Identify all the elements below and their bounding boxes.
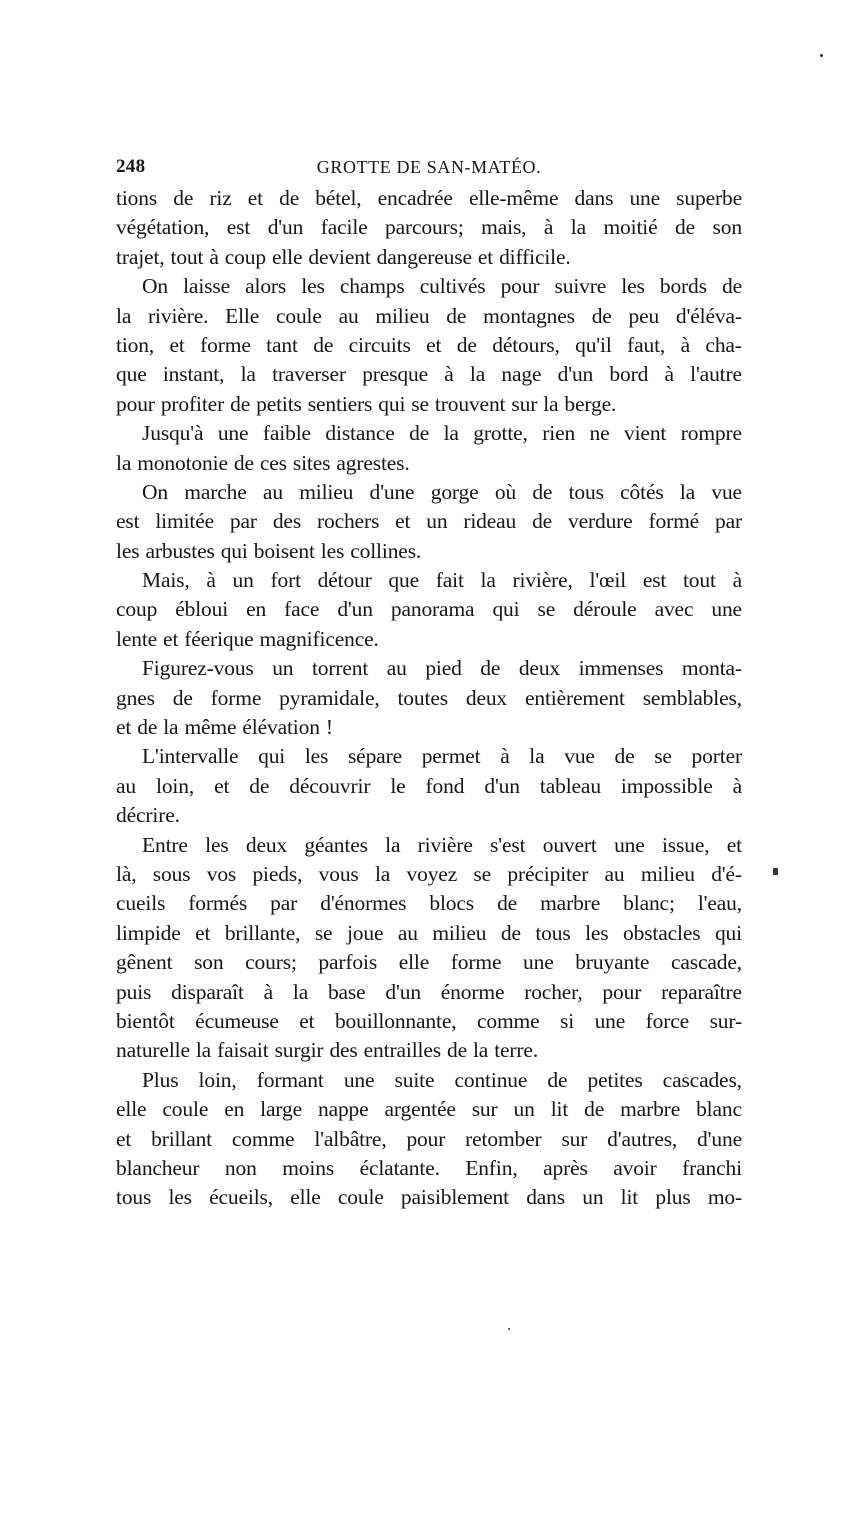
text-line: bientôt écumeuse et bouillonnante, comme si une force sur- bbox=[116, 1008, 742, 1033]
text-line: décrire. bbox=[116, 803, 180, 828]
text-line: Figurez-vous un torrent au pied de deux immenses monta- bbox=[142, 656, 742, 681]
text-line: la rivière. Elle coule au milieu de montagnes de peu d'éléva- bbox=[116, 303, 742, 328]
paragraph bbox=[116, 1066, 742, 1213]
text-line: lente et féerique magnificence. bbox=[116, 626, 379, 651]
text-line: la monotonie de ces sites agrestes. bbox=[116, 450, 410, 475]
text-line: puis disparaît à la base d'un énorme rocher, pour reparaître bbox=[116, 979, 742, 1004]
paragraph bbox=[116, 419, 742, 478]
running-header bbox=[116, 152, 742, 182]
body-text bbox=[116, 184, 742, 1213]
text-line: les arbustes qui boisent les collines. bbox=[116, 538, 422, 563]
text-line: Plus loin, formant une suite continue de petites cascades, bbox=[142, 1067, 742, 1092]
text-line: tion, et forme tant de circuits et de détours, qu'il faut, à cha- bbox=[116, 332, 742, 357]
text-line: tions de riz et de bétel, encadrée elle-même dans une superbe bbox=[116, 186, 742, 210]
scan-speck bbox=[820, 54, 823, 57]
text-line: tous les écueils, elle coule paisiblement dans un lit plus mo- bbox=[116, 1185, 742, 1210]
text-line: au loin, et de découvrir le fond d'un tableau impossible à bbox=[116, 773, 742, 798]
paragraph bbox=[116, 654, 742, 742]
text-line: On laisse alors les champs cultivés pour suivre les bords de bbox=[142, 274, 742, 299]
text-line: cueils formés par d'énormes blocs de marbre blanc; l'eau, bbox=[116, 891, 742, 916]
text-line: trajet, tout à coup elle devient dangereuse et difficile. bbox=[116, 244, 571, 269]
text-line: gênent son cours; parfois elle forme une bruyante cascade, bbox=[116, 950, 742, 975]
text-line: est limitée par des rochers et un rideau de verdure formé par bbox=[116, 509, 742, 534]
text-line: L'intervalle qui les sépare permet à la vue de se porter bbox=[142, 744, 742, 769]
text-line: que instant, la traverser presque à la nage d'un bord à l'autre bbox=[116, 362, 742, 387]
text-line: là, sous vos pieds, vous la voyez se précipiter au milieu d'é- bbox=[116, 861, 742, 886]
text-line: pour profiter de petits sentiers qui se trouvent sur la berge. bbox=[116, 391, 617, 416]
text-line: elle coule en large nappe argentée sur un lit de marbre blanc bbox=[116, 1097, 742, 1122]
paragraph bbox=[116, 272, 742, 419]
paragraph bbox=[116, 184, 742, 272]
scan-speck bbox=[508, 1328, 510, 1330]
book-page bbox=[116, 152, 742, 1213]
text-line: blancheur non moins éclatante. Enfin, après avoir franchi bbox=[116, 1155, 742, 1180]
text-line: coup ébloui en face d'un panorama qui se déroule avec une bbox=[116, 597, 742, 622]
paragraph bbox=[116, 478, 742, 566]
text-line: Mais, à un fort détour que fait la rivière, l'œil est tout à bbox=[142, 568, 742, 593]
text-line: végétation, est d'un facile parcours; mais, à la moitié de son bbox=[116, 215, 742, 240]
scan-speck bbox=[773, 868, 778, 875]
page-number: 248 bbox=[116, 156, 146, 177]
text-line: Jusqu'à une faible distance de la grotte, rien ne vient rompre bbox=[142, 421, 742, 446]
text-line: naturelle la faisait surgir des entrailles de la terre. bbox=[116, 1038, 539, 1063]
running-title: GROTTE DE SAN-MATÉO. bbox=[316, 157, 542, 177]
text-line: On marche au milieu d'une gorge où de tous côtés la vue bbox=[142, 479, 742, 504]
text-line: et de la même élévation ! bbox=[116, 715, 333, 740]
text-line: limpide et brillante, se joue au milieu de tous les obstacles qui bbox=[116, 920, 742, 945]
paragraph bbox=[116, 566, 742, 654]
text-line: et brillant comme l'albâtre, pour retomber sur d'autres, d'une bbox=[116, 1126, 742, 1151]
paragraph bbox=[116, 742, 742, 830]
text-line: gnes de forme pyramidale, toutes deux entièrement semblables, bbox=[116, 685, 742, 710]
paragraph bbox=[116, 831, 742, 1066]
text-line: Entre les deux géantes la rivière s'est ouvert une issue, et bbox=[142, 832, 742, 857]
